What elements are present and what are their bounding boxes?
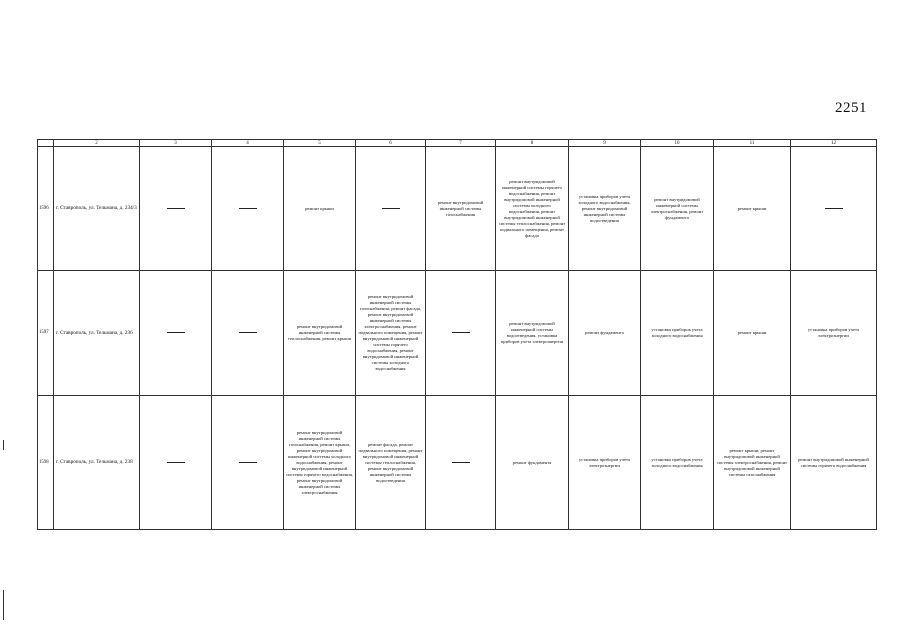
work-cell: ремонт внутридомовой инженерной системы водоотведения, установка приборов учета электроэнергии (496, 271, 569, 396)
scan-edge-mark (3, 440, 4, 450)
address-cell: г. Ставрополь, ул. Тельмана, д. 238 (54, 396, 140, 530)
empty-cell (212, 147, 284, 271)
address-cell: г. Ставрополь, ул. Тельмана, д. 234/3 (54, 147, 140, 271)
empty-cell (212, 271, 284, 396)
work-cell: ремонт внутридомовой инженерной системы газоснабжения, ремонт крыши, ремонт внутридомовой инженерной системы холодного водоснабжения, ремонт внутридомовой инженерной системы горячего водоснабжения, ремонт внутридомовой инженерной системы электроснабжения (284, 396, 356, 530)
work-cell: ремонт крыши, ремонт внутридомовой инженерной системы электроснабжения, ремонт внутридомовой инженерной системы газоснабжения (714, 396, 791, 530)
work-cell: ремонт крыши (284, 147, 356, 271)
work-cell: установка приборов учета электроэнергии (791, 271, 877, 396)
empty-cell (791, 147, 877, 271)
work-cell: ремонт фасада, ремонт подвального помещения, ремонт внутридомовой инженерной системы теплоснабжения, ремонт внутридомовой инженерной системы водоотведения (356, 396, 426, 530)
column-number-cell: 3 (140, 140, 212, 147)
dash-mark (382, 208, 400, 209)
work-cell: установка приборов учета холодного водоснабжения, ремонт внутридомовой инженерной системы водоотведения (569, 147, 641, 271)
row-number: 1596 (38, 147, 54, 271)
dash-mark (167, 332, 185, 333)
work-cell: ремонт внутридомовой инженерной системы теплоснабжения, ремонт крыши (284, 271, 356, 396)
table-row (38, 271, 877, 396)
column-number-cell: 11 (714, 140, 791, 147)
column-number-cell (38, 140, 54, 147)
empty-cell (140, 396, 212, 530)
row-number: 1597 (38, 271, 54, 396)
work-cell: ремонт внутридомовой инженерной системы газоснабжения (426, 147, 496, 271)
work-cell: установка приборов учета холодного водоснабжения (641, 271, 714, 396)
column-number-cell: 8 (496, 140, 569, 147)
work-cell: установка приборов учета холодного водоснабжения (641, 396, 714, 530)
repair-schedule-table (37, 139, 877, 530)
column-number-cell: 9 (569, 140, 641, 147)
column-number-cell: 10 (641, 140, 714, 147)
dash-mark (452, 462, 470, 463)
dash-mark (452, 332, 470, 333)
empty-cell (356, 147, 426, 271)
empty-cell (140, 271, 212, 396)
work-cell: ремонт крыши (714, 147, 791, 271)
scan-edge-mark (3, 590, 4, 620)
empty-cell (426, 271, 496, 396)
work-cell: ремонт внутридомовой инженерной системы горячего водоснабжения, ремонт внутридомовой инженерной системы холодного водоснабжения, ремонт внутридомовой инженерной системы теплоснабжения, ремонт подвального помещения, ремонт фасада (496, 147, 569, 271)
dash-mark (239, 462, 257, 463)
table-row (38, 147, 877, 271)
empty-cell (140, 147, 212, 271)
empty-cell (426, 396, 496, 530)
page-number: 2251 (835, 100, 867, 116)
dash-mark (167, 208, 185, 209)
work-cell: ремонт крыши (714, 271, 791, 396)
work-cell: ремонт внутридомовой инженерной системы электроснабжения, ремонт фундамента (641, 147, 714, 271)
column-number-cell: 6 (356, 140, 426, 147)
dash-mark (825, 208, 843, 209)
table-row (38, 396, 877, 530)
dash-mark (239, 332, 257, 333)
work-cell: ремонт внутридомовой инженерной системы горячего водоснабжения (791, 396, 877, 530)
column-number-cell: 12 (791, 140, 877, 147)
column-number-cell: 5 (284, 140, 356, 147)
column-number-row (38, 140, 877, 147)
column-number-cell: 7 (426, 140, 496, 147)
work-cell: установка приборов учета электроэнергии (569, 396, 641, 530)
address-cell: г. Ставрополь, ул. Тельмана, д. 236 (54, 271, 140, 396)
dash-mark (167, 462, 185, 463)
work-cell: ремонт внутридомовой инженерной системы газоснабжения, ремонт фасада, ремонт внутридомовой инженерной системы электроснабжения, ремонт подвального помещения, ремонт внутридомовой инженерной системы горячего водоснабжения, ремонт внутридомовой инженерной системы холодного водоснабжения (356, 271, 426, 396)
column-number-cell: 2 (54, 140, 140, 147)
work-cell: ремонт фундамента (496, 396, 569, 530)
column-number-cell: 4 (212, 140, 284, 147)
work-cell: ремонт фундамента (569, 271, 641, 396)
empty-cell (212, 396, 284, 530)
row-number: 1598 (38, 396, 54, 530)
dash-mark (239, 208, 257, 209)
